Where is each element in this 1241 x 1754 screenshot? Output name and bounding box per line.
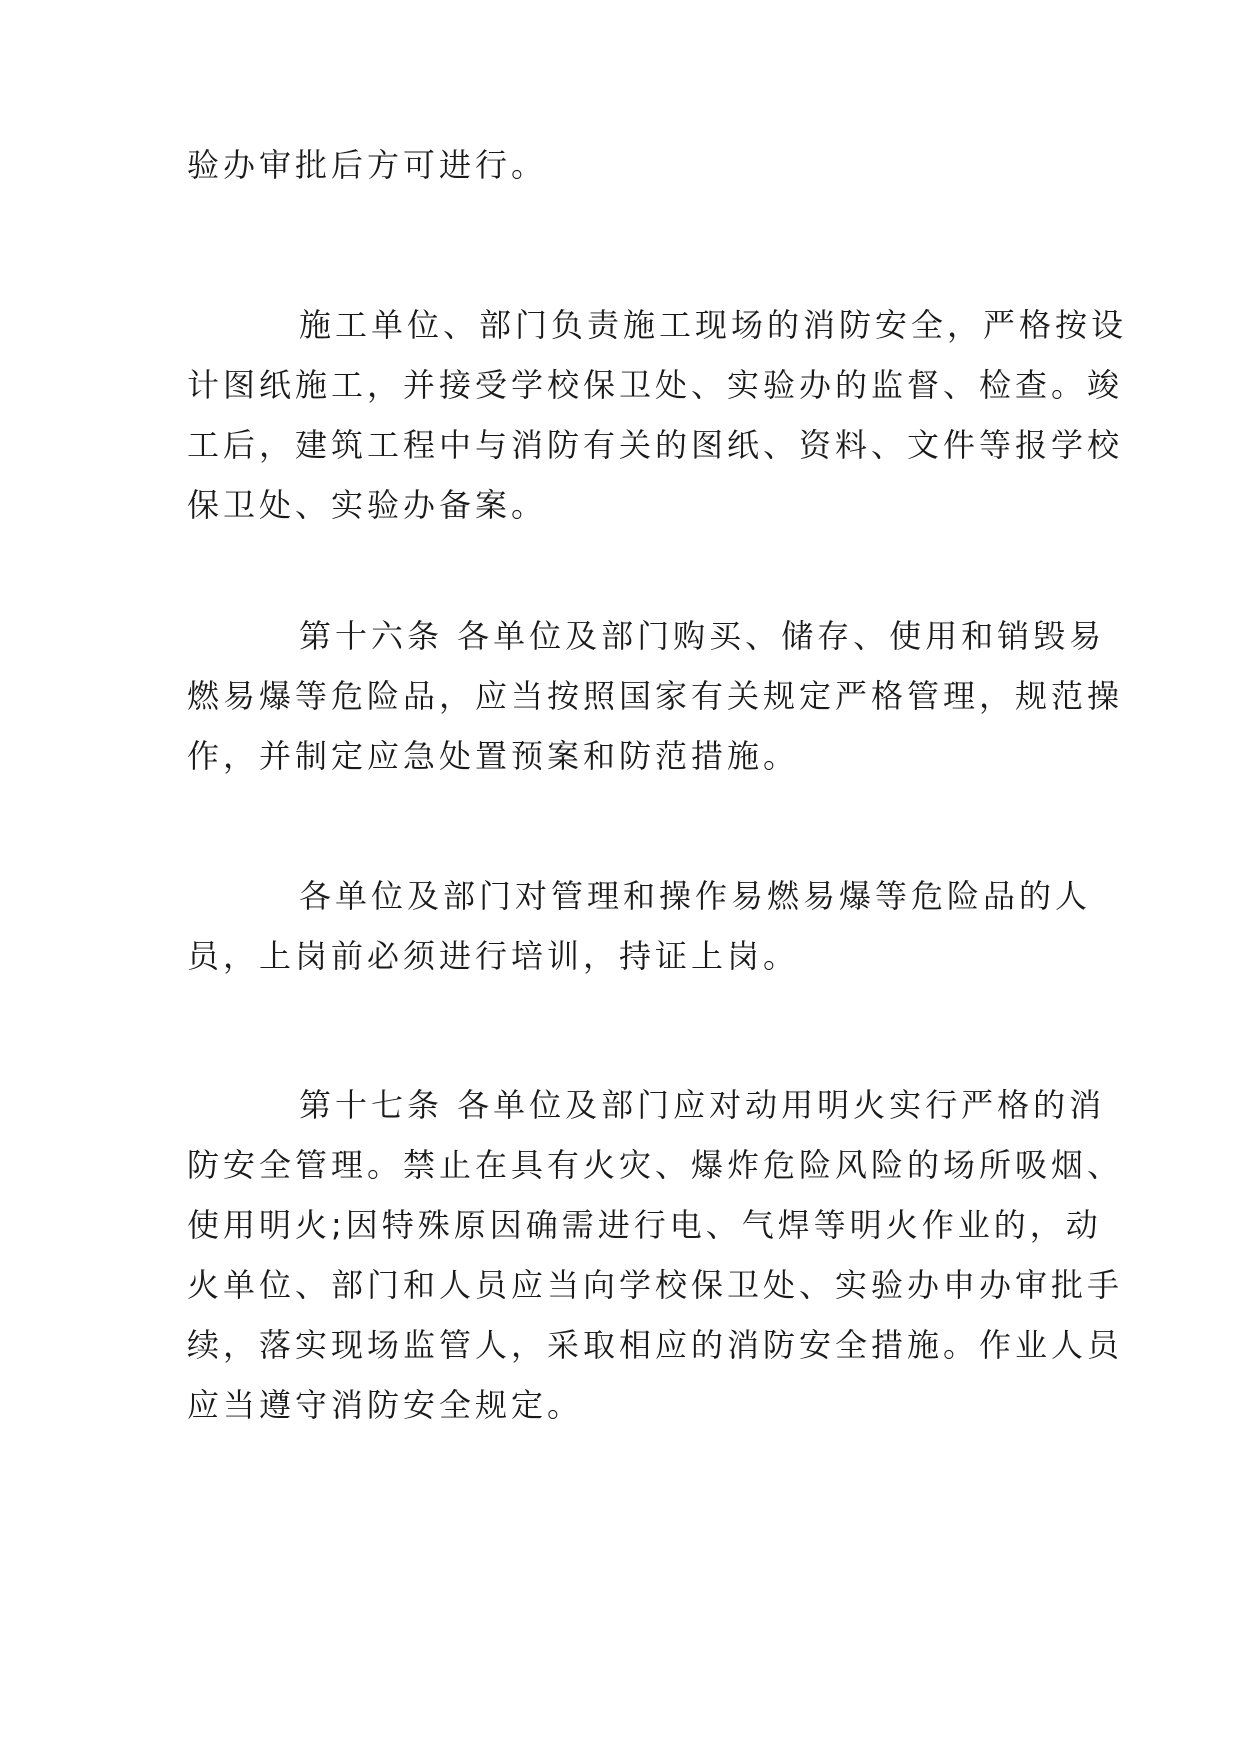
text-line: 各单位及部门对管理和操作易燃易爆等危险品的人 <box>299 877 1092 915</box>
text-line: 工后，建筑工程中与消防有关的图纸、资料、文件等报学校 <box>187 426 1124 464</box>
text-line: 施工单位、部门负责施工现场的消防安全，严格按设 <box>299 306 1128 344</box>
paragraph-construction-safety <box>187 295 1128 535</box>
text-line: 保卫处、实验办备案。 <box>187 486 548 524</box>
text-line: 使用明火;因特殊原因确需进行电、气焊等明火作业的，动 <box>187 1206 1102 1244</box>
paragraph-article-16 <box>187 606 1124 786</box>
paragraph-article-17 <box>187 1075 1124 1435</box>
text-line: 验办审批后方可进行。 <box>187 146 548 184</box>
text-line: 火单位、部门和人员应当向学校保卫处、实验办申办审批手 <box>187 1266 1124 1304</box>
text-line: 第十六条 各单位及部门购买、储存、使用和销毁易 <box>299 617 1106 655</box>
text-line: 计图纸施工，并接受学校保卫处、实验办的监督、检查。竣 <box>187 366 1124 404</box>
text-line: 燃易爆等危险品，应当按照国家有关规定严格管理，规范操 <box>187 677 1124 715</box>
text-line: 第十七条 各单位及部门应对动用明火实行严格的消 <box>299 1086 1106 1124</box>
text-line: 应当遵守消防安全规定。 <box>187 1386 584 1424</box>
paragraph-continuation <box>187 135 1063 195</box>
text-line: 续，落实现场监管人，采取相应的消防安全措施。作业人员 <box>187 1326 1124 1364</box>
text-line: 防安全管理。禁止在具有火灾、爆炸危险风险的场所吸烟、 <box>187 1146 1124 1184</box>
paragraph-hazardous-personnel <box>187 866 1092 986</box>
text-line: 员，上岗前必须进行培训，持证上岗。 <box>187 937 800 975</box>
text-line: 作，并制定应急处置预案和防范措施。 <box>187 737 800 775</box>
